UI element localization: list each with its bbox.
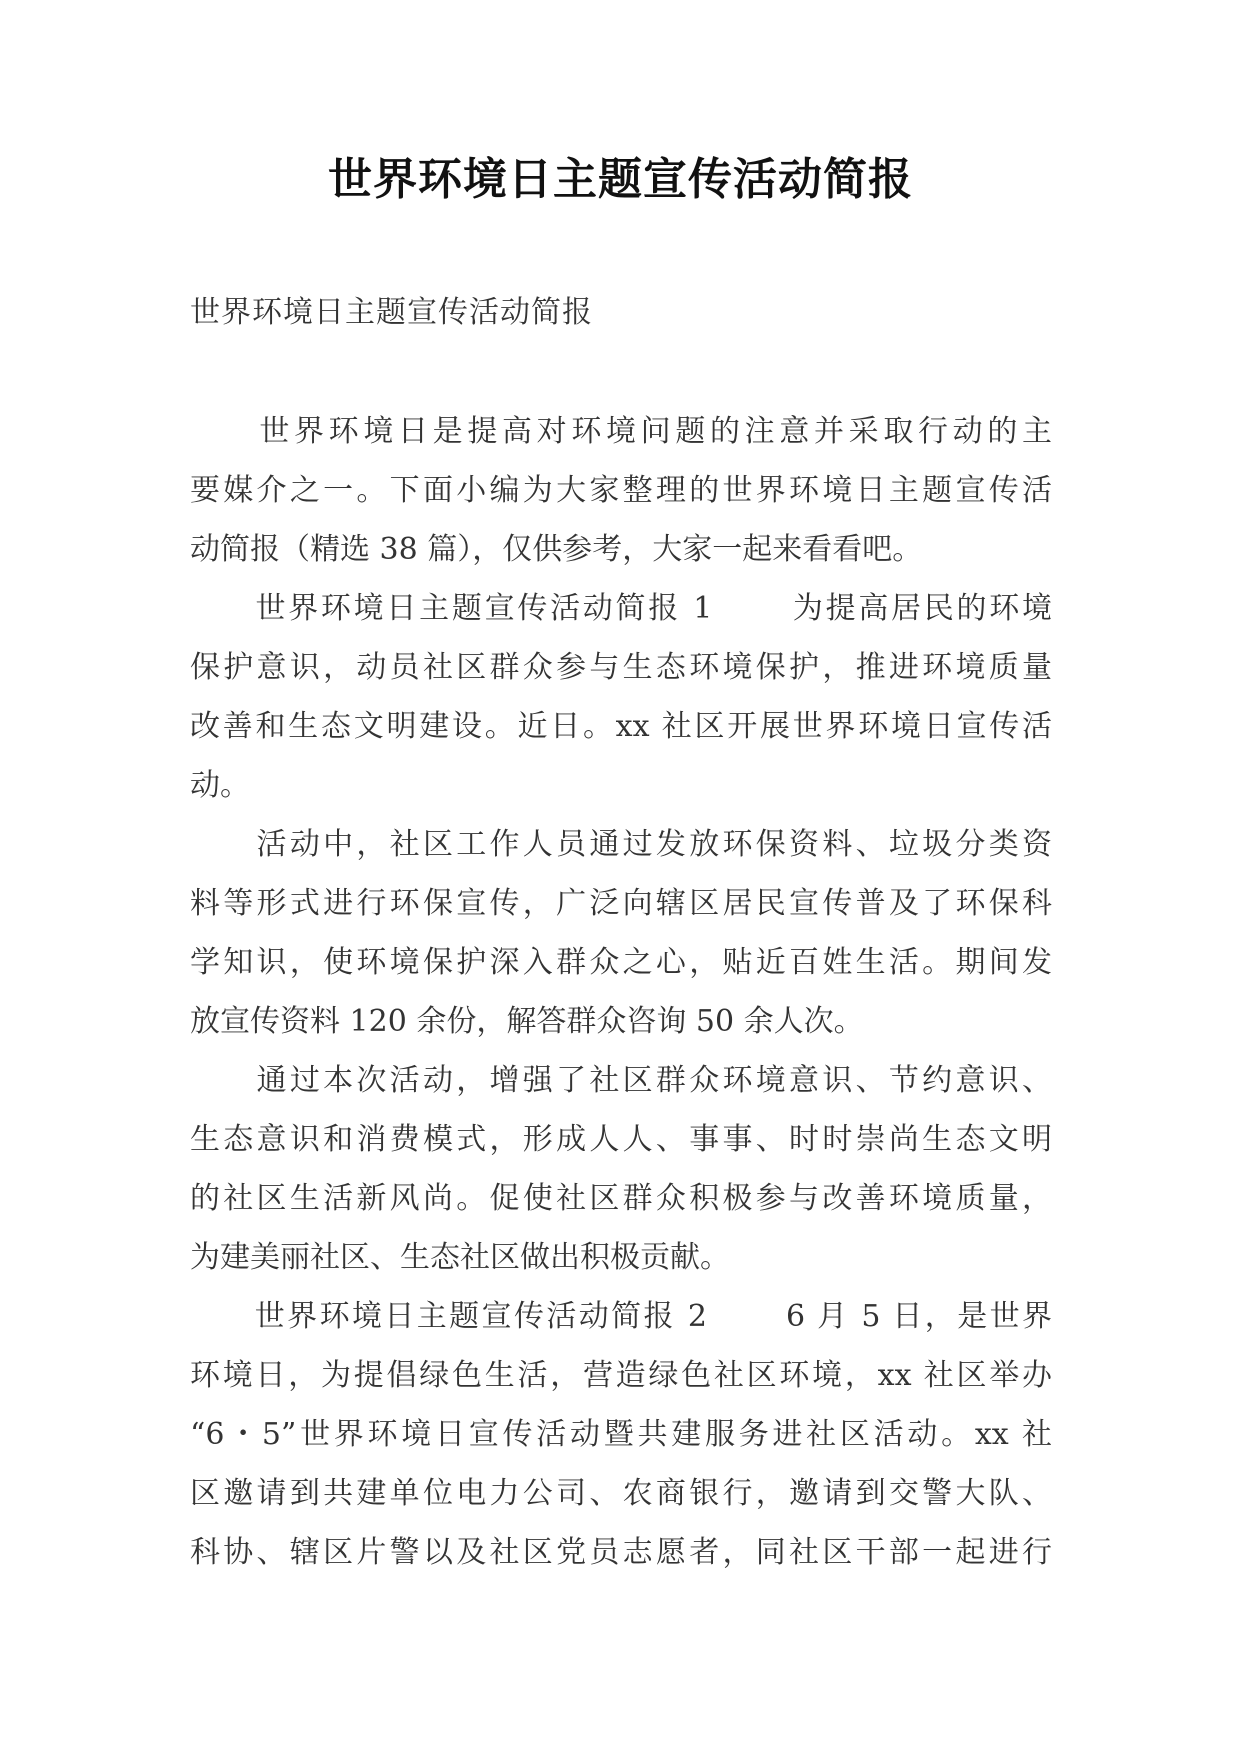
body-text-line: 保护意识，动员社区群众参与生态环境保护，推进环境质量 [190, 650, 1052, 685]
body-text-line: 区邀请到共建单位电力公司、农商银行，邀请到交警大队、 [190, 1476, 1052, 1511]
body-text-line: 要媒介之一。下面小编为大家整理的世界环境日主题宣传活 [190, 473, 1052, 508]
body-text-line: 世界环境日主题宣传活动简报 2 6 月 5 日，是世界 [190, 1299, 1052, 1334]
body-text-line: 通过本次活动，增强了社区群众环境意识、节约意识、 [190, 1063, 1052, 1098]
body-text-line: 世界环境日是提高对环境问题的注意并采取行动的主 [190, 414, 1052, 449]
body-text-line: 改善和生态文明建设。近日。xx 社区开展世界环境日宣传活 [190, 709, 1052, 744]
body-text-line: 动。 [190, 768, 250, 803]
body-text-line: “6・5”世界环境日宣传活动暨共建服务进社区活动。xx 社 [190, 1417, 1052, 1452]
body-text-line: 学知识，使环境保护深入群众之心，贴近百姓生活。期间发 [190, 945, 1052, 980]
body-text-line: 世界环境日主题宣传活动简报 1 为提高居民的环境 [190, 591, 1052, 626]
document-title: 世界环境日主题宣传活动简报 [328, 154, 913, 205]
document-subtitle: 世界环境日主题宣传活动简报 [190, 295, 593, 330]
body-text-line: 科协、辖区片警以及社区党员志愿者，同社区干部一起进行 [190, 1535, 1052, 1570]
body-text-line: 环境日，为提倡绿色生活，营造绿色社区环境，xx 社区举办 [190, 1358, 1052, 1393]
document-body [190, 402, 1052, 1582]
body-text-line: 活动中，社区工作人员通过发放环保资料、垃圾分类资 [190, 827, 1052, 862]
body-text-line: 的社区生活新风尚。促使社区群众积极参与改善环境质量， [190, 1181, 1052, 1216]
body-text-line: 放宣传资料 120 余份，解答群众咨询 50 余人次。 [190, 1004, 864, 1039]
body-text-line: 料等形式进行环保宣传，广泛向辖区居民宣传普及了环保科 [190, 886, 1052, 921]
body-text-line: 生态意识和消费模式，形成人人、事事、时时崇尚生态文明 [190, 1122, 1052, 1157]
body-text-line: 动简报（精选 38 篇），仅供参考，大家一起来看看吧。 [190, 532, 923, 567]
body-text-line: 为建美丽社区、生态社区做出积极贡献。 [190, 1240, 730, 1275]
